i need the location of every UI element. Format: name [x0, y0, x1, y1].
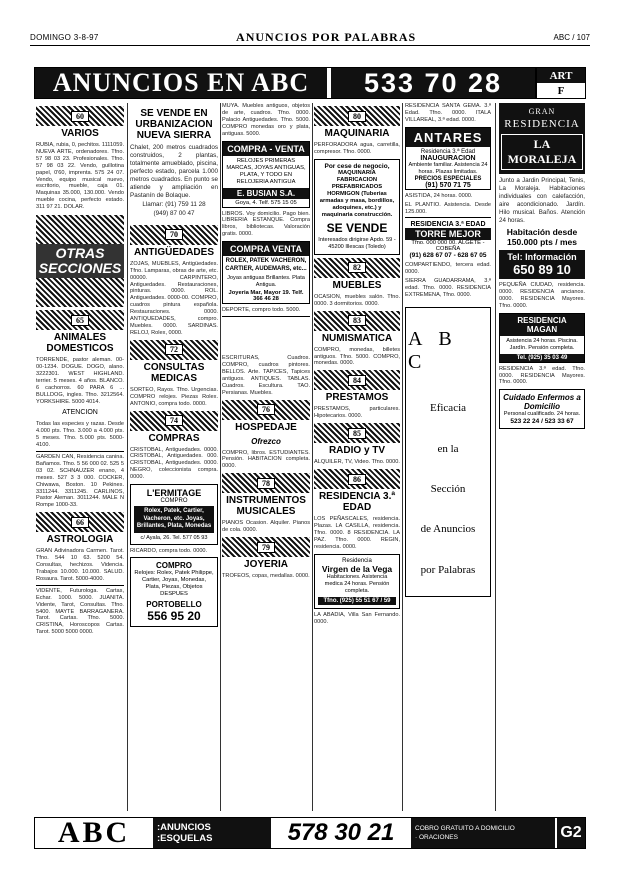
page-number: ABC / 107 — [553, 33, 590, 42]
gran-residencia-ad — [499, 103, 585, 174]
abc-eficacia-ad — [405, 307, 491, 597]
antares-text: Ambiente familiar. Asistencia 24 horas. Plazas limitadas. — [408, 161, 488, 175]
gran-residencia: RESIDENCIA — [504, 118, 580, 130]
banner-art-top: ART — [537, 68, 585, 83]
ermitage-sub: COMPRO — [160, 498, 188, 505]
cese-title: Por cese de negocio, — [324, 162, 390, 170]
ad-text: ESCRITURAS, Cuadros. COMPRO, cuadros pintores. BELLOS. Arte. TAPICES, Tapices antiguos. ANTIQUES. TABLAS. Cuadros. Escultura. TAO. Persianas. Muebles. — [222, 355, 310, 396]
section-number: 72 — [165, 344, 183, 355]
section-number: 83 — [348, 315, 366, 326]
column-divider — [312, 103, 313, 811]
column-6 — [499, 103, 585, 811]
section-header-pattern — [130, 340, 218, 360]
ad-text: RESIDENCIA SANTA GEMA. 3.ª Edad. Tfno. 0000. ITALA VILLAREAL, 3.ª edad. 0000. — [405, 103, 491, 123]
section-header-pattern — [36, 310, 124, 330]
ad-text: GARDEN CAN, Residencia canina. Bañamos. Tfno. 5 56 000 02. 525 5 03 02. SCHNAUZER enano, 4 meses. 527 3 3 000. COCKER, Chiwawa, Boston. 10 Pekines. 3311244. 3311245. CARLINOS, Pastor Aleman. 3011244. MALE N Rompe 1000-33. — [36, 454, 124, 509]
ad-text: ZOJAS, MUEBLES, Antigüedades. Tfno. Lamparas, obras de arte, etc. 00000. CARPINTERO, Antiguedades. Restauraciones, pinturas. 0000. ROL. Antiguedades. 0000-00. COMPRO, cuadros pintura española. Restauraciones. 0000. ANTIQUEDADES, compro. Muebles. 0000. SARDINAS. RELOJ, Rolex, 0000. — [130, 260, 218, 336]
divider — [36, 585, 124, 586]
column-divider — [127, 103, 128, 811]
section-number: 84 — [348, 375, 366, 386]
cuidado-text: Personal cualificado. 24 horas. — [503, 411, 581, 418]
abc-line: Eficacia — [429, 402, 467, 415]
portobello-title: COMPRO — [156, 561, 192, 571]
ad-text: TROFEOS, copas, medallas. 0000. — [222, 573, 310, 580]
ad-text: CRISTOBAL, Antiguedades. 0000. CRISTOBAL, Antiguedades. 000. CRISTOBAL, Antiguedades. 0000. NEGRO, coleccionista compra. 0000. — [130, 446, 218, 481]
antares-prices: PRECIOS ESPECIALES — [414, 175, 482, 182]
footer-cobro: COBRO GRATUITO A DOMICILIO — [415, 825, 515, 832]
virgen-text: Habitaciones. Asistencia medica 24 horas. Pensión completa. — [324, 573, 390, 594]
section-joyeria: JOYERIA — [244, 559, 288, 571]
torre-tel: (91) 628 67 07 - 628 67 05 — [409, 252, 487, 260]
section-header-pattern — [314, 106, 400, 126]
portobello-name: PORTOBELLO — [146, 600, 202, 610]
footer-lines — [153, 818, 271, 848]
section-number: 74 — [165, 415, 183, 426]
ermitage-text: Rolex, Patek, Cartier, Vacheron, etc. Joyas, Brillantes, Plata, Monedas — [134, 506, 214, 533]
section-consultas: CONSULTAS MEDICAS — [143, 361, 205, 384]
ad-text: COMPARTIENDO, tercera edad. 0000. — [405, 262, 491, 276]
ad-text: LA ABADIA, Villa San Fernando. 0000. — [314, 611, 400, 625]
compraventa2-address: Joyeria Mar, Mayor 19. Telf. 366 46 28 — [228, 290, 304, 303]
section-number: 86 — [348, 474, 366, 485]
section-header-pattern — [314, 423, 400, 443]
ad-text: PEQUEÑA CIUDAD, residencia. 0000. RESIDENCIA ancianos. 0000. RESIDENCIA Mayores. Tfno. 0000. — [499, 282, 585, 309]
section-numismatica: NUMISMATICA — [321, 332, 393, 344]
compraventa2-ad — [222, 241, 310, 304]
ad-text: ALQUILER, TV, Video. Tfno. 0000. — [314, 459, 400, 466]
compraventa2-title: COMPRA VENTA — [223, 242, 309, 256]
ad-text: PRESTAMOS, particulares. Hipotecarios. 0000. — [314, 406, 400, 420]
section-maquinaria: MAQUINARIA — [324, 128, 390, 139]
section-number: 76 — [257, 404, 275, 415]
divider — [405, 217, 491, 218]
page-header — [30, 30, 590, 46]
banner-art — [535, 68, 585, 98]
section-prestamos: PRESTAMOS — [325, 392, 389, 404]
ad-text: COMPRO, libros. ESTUDIANTES. Pensión. HABITACION completa. 0000. — [222, 449, 310, 470]
column-2 — [130, 103, 218, 811]
divider — [222, 316, 310, 317]
footer-badge: G2 — [555, 818, 585, 848]
section-header-pattern — [36, 106, 124, 126]
ad-text: COMPRO, monedas, billetes antiguos. Tfno. 5000. COMPRO, monedas. 0000. — [314, 346, 400, 367]
ad-text: Todas las especies y razas. Desde 4.000 pts. Tfno. 3.000 a 4.000 pts. 5 meses. Tfno. 5.000 pts. 5000-4100. — [36, 421, 124, 449]
ad-text: SIERRA GUADARRAMA, 3.ª edad. Tfno. 0000. RESIDENCIA EXTREMENA, Tfno. 0000. — [405, 278, 491, 299]
antares-sub: Residencia 3.ª Edad — [420, 148, 476, 155]
section-header-pattern — [314, 370, 400, 390]
ermitage-address: c/ Ayala, 26. Tel. 577 05 93 — [140, 534, 208, 541]
otras-secciones-label: OTRAS SECCIONES — [36, 244, 124, 278]
cuidado-ad — [499, 389, 585, 429]
compraventa-name: E. BUSIAN S.A. — [223, 188, 309, 199]
section-radio: RADIO y TV — [328, 445, 386, 457]
antares-ad — [405, 127, 491, 190]
ad-text: OCASION, muebles salón. Tfno. 0000. 3 dormitorios. 0000. — [314, 293, 400, 307]
gran-price: Habitación desde 150.000 pts / mes — [506, 227, 578, 247]
section-number: 85 — [348, 428, 366, 439]
section-header-pattern — [222, 400, 310, 420]
virgen-name: Virgen de la Vega — [321, 563, 393, 574]
abc-line: por Palabras — [420, 563, 476, 576]
gran-text: Junto a Jardin Principal, Tenis, La Moraleja. Habitaciones individuales con calefacción, aire acondicionado. Jardín. Hilo musical. Baños. Atención 24 horas. — [499, 177, 585, 224]
section-number: 60 — [71, 111, 89, 122]
magan-title: RESIDENCIA MAGAN — [500, 314, 584, 336]
magan-ad — [499, 313, 585, 363]
gran-tel-label: Tel: Información — [507, 252, 577, 262]
divider — [36, 451, 124, 452]
cese-text: MAQUINARIA FABRICACION PREFABRICADOS HORMIGON (Tuberias armadas y masa, bordillos, adoquines, etc.) y maquinaria construcción. — [319, 169, 395, 218]
cese-ad — [314, 159, 400, 255]
column-divider — [220, 103, 221, 811]
antares-inauguracion: INAUGURACION — [420, 154, 476, 162]
section-header-pattern — [314, 469, 400, 489]
ad-text: RESIDENCIA 3.ª edad. Tfno. 0000. RESIDENCIA Mayores. Tfno. 0000. — [499, 365, 585, 386]
gran-tel-box — [499, 250, 585, 279]
ad-text: LIBROS. Voy domicilio. Pago bien. LIBRERIA ESTANQUE. Compra libros, bibliotecas. Valoración gratis. 0000. — [222, 210, 310, 238]
section-number: 66 — [71, 517, 89, 528]
ofrezco-label: Ofrezco — [251, 436, 281, 446]
cuidado-title: Cuidado Enfermos a Domicilio — [503, 393, 581, 412]
section-animales: ANIMALES DOMESTICOS — [46, 332, 114, 355]
ad-text: SORTEO, Rayos. Tfno. Urgencias. COMPRO relojes. Piezas Rolex. ANTONIO, compra todo. 0000. — [130, 386, 218, 407]
footer-anuncios: :ANUNCIOS — [157, 822, 211, 833]
ad-text: VIDENTE, Futurologa. Cartas, Echar. 1000. 5000. JUANITA. Vidente, Tarot, Consultas. Tfno. 5400. MAYTE BARRAGANERA. Tarot. Cartas. Tfno. 5000. CRISTINA, Horoscopos Cartas. Tarot. 5000 5000 0000. — [36, 587, 124, 636]
compraventa2-text: ROLEX, PATEK VACHERON, CARTIER, AUDEMARS, etc... — [225, 258, 307, 272]
section-number: 79 — [257, 542, 275, 553]
abc-logo: A B C — [408, 328, 458, 374]
section-residencia: RESIDENCIA 3.ª EDAD — [318, 491, 396, 514]
compraventa-ad — [222, 141, 310, 208]
sevende-tel2: (949) 87 00 47 — [153, 209, 195, 217]
sevende-title: SE VENDE EN URBANIZACION NUEVA SIERRA — [135, 108, 213, 141]
virgen-title: Residencia — [342, 557, 372, 564]
ad-text: PIANOS Ocasion. Alquiler. Pianos de cola. 0000. — [222, 520, 310, 534]
compraventa-address: Goya, 4. Telf. 575 15 05 — [235, 199, 297, 206]
footer-oraciones: · ORACIONES — [415, 834, 458, 841]
footer-small — [411, 818, 555, 848]
compraventa-title: COMPRA - VENTA — [223, 142, 309, 156]
section-header-pattern — [314, 258, 400, 278]
compraventa-text: RELOJES PRIMERAS MARCAS, JOYAS ANTIGUAS, PLATA, Y TODO EN RELOJERIA ANTIGUA — [226, 157, 306, 185]
antares-tel: (91) 570 71 75 — [425, 181, 471, 189]
section-header-pattern — [130, 225, 218, 245]
ermitage-title: L'ERMITAGE — [146, 488, 202, 499]
ad-text: RUBIA, rubia, 0, pechitos. 1111059. NUEVA ARTE, ordenadores. Tfno. 57 98 03 23. Profesionales. Tfno. 57 98 03 22. Vendo, guillotina papel, 0'60, imprenta. 575 24 07. Vendo, equipo musical nuevo, escritorio, mueble, caja 01. Maquinas 35.000, 130.000. Vendo mueble cocina, perfecto estado. 311 97 21. DOLAR. — [36, 142, 124, 211]
section-varios: VARIOS — [61, 128, 99, 139]
section-title: ANUNCIOS POR PALABRAS — [236, 30, 417, 44]
ad-text: GRAN Adivinadora Carmen. Tarot. Tfno. 544 10 63. 5200 54. Consultas, hechizos. Videncia. Trabajos 10.000. 10.000. SALUD. Rosaura. Tarot. 5000-4000. — [36, 548, 124, 582]
section-compras: COMPRAS — [148, 432, 200, 444]
footer-esquelas: :ESQUELAS — [157, 833, 213, 844]
column-4 — [314, 103, 400, 811]
section-header-pattern — [36, 512, 124, 532]
magan-text: Asistencia 24 horas. Piscina. Jardín. Pensión completa. — [506, 337, 578, 351]
atencion-label: ATENCION — [62, 409, 98, 417]
ad-text: TORRENDE, pastor aleman. 00-00-1234. DOGUE. DOGO, alano. 3222301. WEST HIGHLAND. terrier. 5 meses. 4 años. BLANCO. 6 cachorros. 60 PARA 6 ... BULLDOG, ingles. Tfno. 3212564. YORKSHIRE. 5000 4014. — [36, 357, 124, 405]
top-banner — [34, 67, 586, 99]
ad-text: EL PLANTIO. Asistencia. Desde 125.000. — [405, 201, 491, 215]
virgen-tel: Tfno. (925) 55 51 67 / 59 — [318, 597, 396, 605]
ad-text: ASISTIDA, 24 horas. 0000. — [405, 192, 473, 199]
section-number: 78 — [257, 478, 275, 489]
sevende-tel: Llamar: (91) 759 11 28 — [142, 201, 206, 208]
torre-text: Tfno. 000 000 00. ALGETE - COBEÑA — [411, 240, 485, 253]
section-header-pattern — [222, 537, 310, 557]
column-3 — [222, 103, 310, 811]
portobello-ad — [130, 557, 218, 627]
footer-phone: 578 30 21 — [287, 819, 395, 846]
ad-text: DEPORTE, compro todo. 5000. — [222, 307, 301, 314]
ad-text: LOS PEÑASCALES, residencia. Plazas. LA CASILLA, residencia. Tfno. 0000. 8 RESIDENCIA. LA PAZ. Tfno. 0000. REGIN, residencia. 0000. — [314, 516, 400, 550]
header-date: DOMINGO 3-8-97 — [30, 33, 99, 42]
section-header-pattern — [130, 411, 218, 431]
virgen-ad — [314, 554, 400, 609]
portobello-tel: 556 95 20 — [147, 609, 201, 624]
cese-big: SE VENDE — [326, 220, 388, 235]
portobello-text: Relojes: Rolex, Patek Philippe, Cartier, Joyas, Monedas, Plata, Piezas, Objetos DESPUES — [134, 570, 214, 598]
antares-title: ANTARES — [406, 128, 490, 147]
otras-secciones-block — [36, 215, 124, 307]
column-5 — [405, 103, 491, 811]
section-number: 80 — [348, 111, 366, 122]
sevende-ad — [130, 106, 218, 222]
torre-name: TORRE MEJOR — [405, 228, 491, 240]
section-number: 65 — [71, 315, 89, 326]
section-instrumentos: INSTRUMENTOS MUSICALES — [226, 495, 306, 518]
ad-text: RICARDO, compra todo. 0000. — [130, 547, 208, 554]
section-number: 70 — [165, 229, 183, 240]
footer-abc: ABC — [57, 816, 131, 849]
banner-phone: 533 70 28 — [327, 68, 535, 98]
torre-residencia: RESIDENCIA 3.ª EDAD — [410, 221, 486, 229]
abc-line: Sección — [430, 483, 466, 496]
section-hospedaje: HOSPEDAJE — [235, 421, 297, 433]
gran-tel: 650 89 10 — [513, 262, 571, 277]
column-divider — [402, 103, 403, 811]
compraventa2-sub: Joyas antiguas Brillantes. Plata Antigua. — [227, 275, 305, 289]
ad-text: MUYA. Muebles antiguos, objetos de arte, cuadros. Tfno. 0000. Palacio Antiguedades. Tfno. 5000. COMPRO monedas oro y plata, antiguas. 5000. — [222, 103, 310, 137]
cese-contact: Interesados dirigirse Apdo. 59 - 45200 Illescas (Toledo) — [318, 236, 396, 250]
section-header-pattern — [314, 311, 400, 331]
torre-ad — [405, 221, 491, 259]
abc-line: de Anuncios — [420, 523, 476, 536]
banner-title: ANUNCIOS EN ABC — [35, 68, 327, 98]
section-astrologia: ASTROLOGIA — [46, 534, 114, 546]
section-header-pattern — [222, 473, 310, 493]
gran-moraleja: LA MORALEJA — [501, 134, 583, 170]
magan-tel: Tel. (925) 35 03 49 — [500, 354, 584, 362]
cuidado-tel: 523 22 24 / 523 33 67 — [510, 418, 574, 426]
sevende-text: Chalet, 200 metros cuadrados construidos, 2 plantas, totalmente amueblado, piscina, perfecto estado, parcela 1.000 metros cuadrados. En punto se atiende y ampliación en Pastanín de Bolaque. — [130, 144, 218, 199]
column-1 — [36, 103, 124, 811]
abc-line: en la — [437, 442, 459, 455]
gran-label: GRAN — [528, 107, 556, 116]
footer-banner — [34, 817, 586, 849]
section-muebles: MUEBLES — [332, 279, 382, 291]
section-number: 82 — [348, 262, 366, 273]
section-antiguedades: ANTIGÜEDADES — [133, 246, 214, 258]
ermitage-ad — [130, 484, 218, 545]
ad-text: PERFORADORA agua, carretilla, compresor. Tfno. 0000. — [314, 142, 400, 155]
column-divider — [495, 103, 496, 811]
banner-art-bottom: F — [537, 83, 585, 98]
